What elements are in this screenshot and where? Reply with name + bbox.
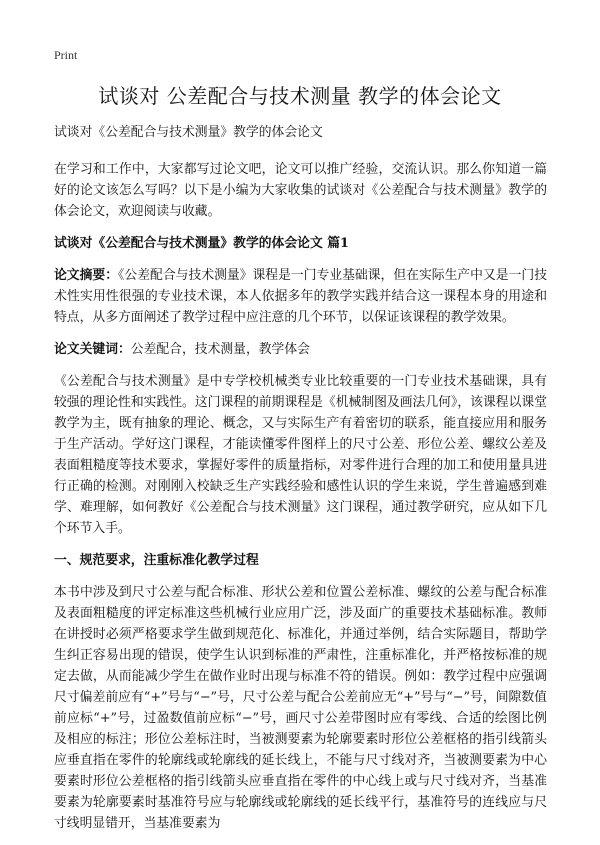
- abstract-label: 论文摘要：: [54, 268, 119, 283]
- subheading-standardization: 一、规范要求，注重标准化教学过程: [54, 553, 259, 568]
- abstract-paragraph: [54, 265, 547, 328]
- page-title: 试谈对 公差配合与技术测量 教学的体会论文: [98, 84, 502, 108]
- article-body: [54, 122, 547, 845]
- section1-paragraph: 本书中涉及到尺寸公差与配合标准、形状公差和位置公差标准、螺纹的公差与配合标准及表面粗糙度的评定标准这些机械行业应用广泛，涉及面广的重要技术基础标准。教师在讲授时必须严格要求学生做到规范化、标准化，并通过举例，结合实际题目，帮助学生纠正容易出现的错误，使学生认识到标准的严肃性，注重标准化，并严格按标准的规定去做，从而能减少学生在做作业时出现与标准不符的错误。例如：教学过程中应强调尺寸偏差前应有“+”号与“−”号，尺寸公差与配合公差前应无“+”号与“−”号，间隙数值前应标“+”号，过盈数值前应标“−”号，画尺寸公差带图时应有零线、合适的绘图比例及相应的标注；形位公差标注时，当被测要素为轮廓要素时形位公差框格的指引线箭头应垂直指在零件的轮廓线或轮廓线的延长线上，不能与尺寸线对齐，当被测要素为中心要素时形位公差框格的指引线箭头应垂直指在零件的中心线上或与尺寸线对齐，当基准要素为轮廓要素时基准符号应与轮廓线或轮廓线的延长线平行，基准符号的连线应与尺寸线明显错开，当基准要素为: [54, 585, 547, 831]
- keywords-paragraph: [54, 339, 547, 360]
- keywords-text: 公差配合，技术测量，教学体会: [130, 342, 310, 357]
- body-paragraph: 《公差配合与技术测量》是中专学校机械类专业比较重要的一门专业技术基础课，具有较强的理论性和实践性。这门课程的前期课程是《机械制图及画法几何》，该课程以课堂教学为主，既有抽象的理论、概念，又与实际生产有着密切的联系，能直接应用和服务于生产活动。学好这门课程，才能读懂零件图样上的尺寸公差、形位公差、螺纹公差及表面粗糙度等技术要求，掌握好零件的质量指标，对零件进行合理的加工和使用量具进行正确的检测。对刚刚入校缺乏生产实践经验和感性认识的学生来说，学生普遍感到难学、难理解，如何教好《公差配合与技术测量》这门课程，通过教学研究，应从如下几个环节入手。: [54, 374, 547, 536]
- section-heading: 试谈对《公差配合与技术测量》教学的体会论文 篇1: [54, 236, 349, 251]
- article-subtitle: 试谈对《公差配合与技术测量》教学的体会论文: [54, 125, 323, 140]
- keywords-label: 论文关键词：: [54, 342, 131, 357]
- abstract-text: 《公差配合与技术测量》课程是一门专业基础课，但在实际生产中又是一门技术性实用性很强的专业技术课，本人依据多年的教学实践并结合这一课程本身的用途和特点，从多方面阐述了教学过程中应注意的几个环节，以保证该课程的教学效果。: [54, 268, 547, 325]
- print-label[interactable]: Print: [54, 48, 78, 62]
- intro-paragraph: 在学习和工作中，大家都写过论文吧，论文可以推广经验，交流认识。那么你知道一篇好的论文该怎么写吗？以下是小编为大家收集的试谈对《公差配合与技术测量》教学的体会论文，欢迎阅读与收藏。: [54, 162, 547, 219]
